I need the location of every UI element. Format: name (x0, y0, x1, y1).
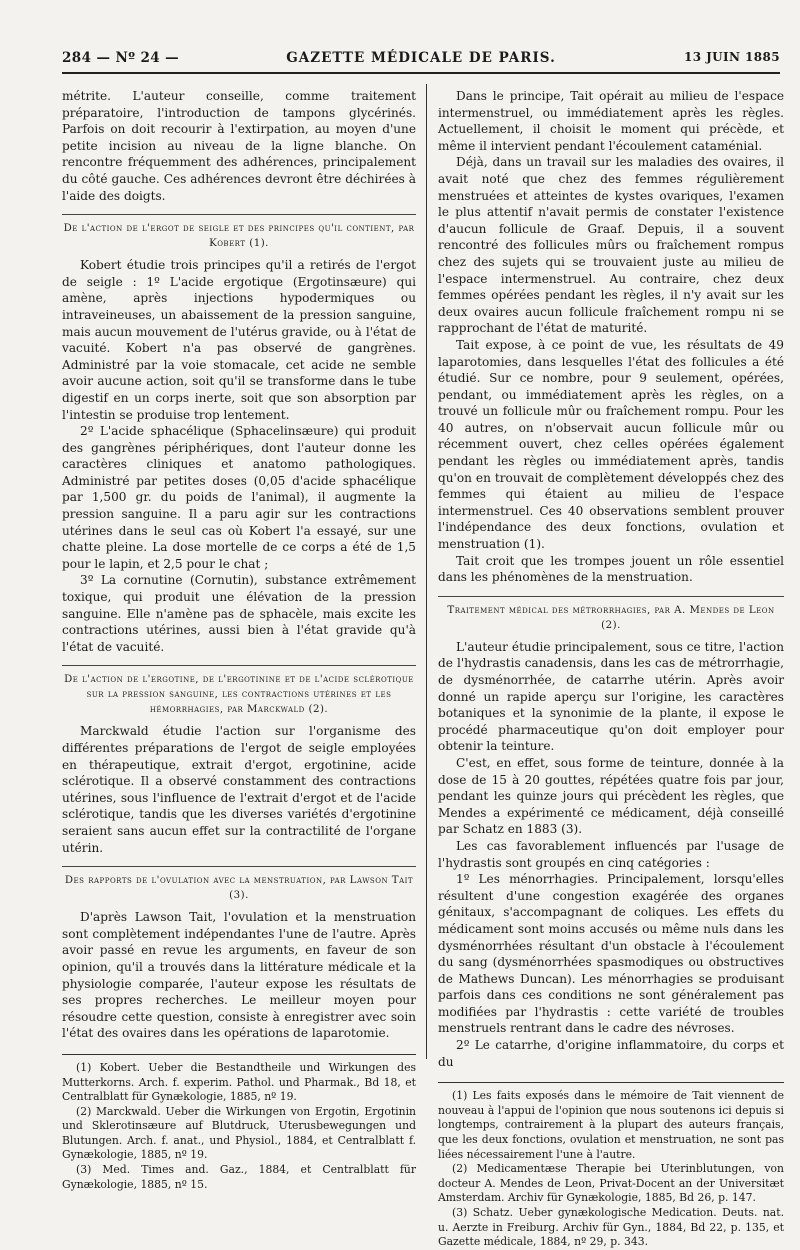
tait-continued-paragraph-3: Tait expose, à ce point de vue, les résultats de 49 laparotomies, dans lesquelles l'état des follicules a été étudié. Sur ce nombre, pour 9 seulement, opérées, pendant, ou immédiatement après les règles, on a trouvé un follicule mûr ou fraîchement rompu. Pour les 40 autres, on n'observait aucun follicule mûr ou récemment ouvert, chez celles opérées également pendant les règles ou immédiatement après, tandis qu'on en trouvait de complètement développés chez des femmes qui étaient au milieu de l'espace intermenstruel. Ces 40 observations semblent prouver l'indépendance des deux fonctions, ovulation et menstruation (1). (438, 337, 784, 552)
kobert-paragraph-1: Kobert étudie trois principes qu'il a retirés de l'ergot de seigle : 1º L'acide ergotique (Ergotinsæure) qui amène, après injections hypodermiques ou intraveineuses, un abaissement de la pression sanguine, mais aucun mouvement de l'utérus gravide, ou à l'état de vacuité. Kobert n'a pas observé de gangrènes. Administré par la voie stomacale, cet acide ne semble avoir aucune action, soit qu'il se transforme dans le tube digestif en un corps inerte, soit que son absorption par l'intestin se produise trop lentement. (62, 258, 416, 422)
footnote-rule (438, 1082, 784, 1083)
mendes-paragraph-3: Les cas favorablement influencés par l'usage de l'hydrastis sont groupés en cinq catégories : (438, 838, 784, 870)
footnote: (2) Marckwald. Ueber die Wirkungen von Ergotin, Ergotinin und Sklerotinsæure auf Blutdruck, Uterusbewegungen und Blutungen. Arch. f. anat., und Physiol., 1884, et Centralblatt f. Gynækologie, 1885, nº 19. (62, 1104, 416, 1162)
tait-continued-paragraph-2: Déjà, dans un travail sur les maladies des ovaires, il avait noté que chez des femmes régulièrement menstruées et atteintes de kystes ovariques, l'examen le plus attentif n'avait permis de constater l'existence d'aucun follicule de Graaf. Depuis, il a souvent rencontré des follicules mûrs ou fraîchement rompus chez des sujets qui se trouvaient juste au milieu de l'espace intermenstruel. Au contraire, chez deux femmes opérées pendant les règles, il n'y avait sur les deux ovaires aucun follicule fraîchement rompu ni se rapprochant de l'état de maturité. (438, 155, 784, 336)
footnote: (3) Med. Times and. Gaz., 1884, et Centralblatt für Gynækologie, 1885, nº 15. (62, 1163, 416, 1191)
column-divider (426, 84, 427, 1059)
section-heading-mendes: Traitement médical des métrorrhagies, par A. Mendes de Leon (2). (438, 596, 784, 633)
page-number: 284 — Nº 24 — (62, 50, 180, 66)
footnote-rule (62, 1054, 416, 1055)
section-heading-tait: Des rapports de l'ovulation avec la menstruation, par Lawson Tait (3). (62, 866, 416, 903)
mendes-paragraph-1: L'auteur étudie principalement, sous ce titre, l'action de l'hydrastis canadensis, dans les cas de métrorrhagie, de dysménorrhée, de catarrhe utérin. Après avoir donné un rapide aperçu sur l'origine, les caractères botaniques et la synonimie de la plante, il expose le procédé pharmaceutique qu'on doit employer pour obtenir la teinture. (438, 639, 784, 754)
footnote: (1) Les faits exposés dans le mémoire de Tait viennent de nouveau à l'appui de l'opinion que nous soutenons ici depuis si longtemps, contrairement à la plupart des auteurs français, que les deux fonctions, ovulation et menstruation, ne sont pas liées nécessairement l'une à l'autre. (438, 1089, 784, 1161)
footnote: (1) Kobert. Ueber die Bestandtheile und Wirkungen des Mutterkorns. Arch. f. experim. Pathol. und Pharmak., Bd 18, et Centralblatt für Gynækologie, 1885, nº 19. (62, 1060, 416, 1104)
right-footnotes (438, 1089, 784, 1250)
tait-paragraph: D'après Lawson Tait, l'ovulation et la menstruation sont complètement indépendantes l'une de l'autre. Après avoir passé en revue les arguments, en faveur de son opinion, qu'il a trouvés dans la littérature médicale et la physiologie comparée, l'auteur expose les résultats de ses propres recherches. Le meilleur moyen pour résoudre cette question, consiste à enregistrer avec soin l'état des ovaires dans les opérations de laparotomie. (62, 910, 416, 1041)
left-footnotes (62, 1061, 416, 1192)
mendes-paragraph-2: C'est, en effet, sous forme de teinture, donnée à la dose de 15 à 20 gouttes, répétées quatre fois par jour, pendant les quinze jours qui précèdent les règles, que Mendes a expérimenté ce médicament, déjà conseillé par Schatz en 1883 (3). (438, 755, 784, 837)
issue-date: 13 JUIN 1885 (684, 50, 780, 64)
page-header (62, 46, 780, 74)
footnote: (3) Schatz. Ueber gynækologische Medication. Deuts. nat. u. Aerzte in Freiburg. Archiv für Gyn., 1884, Bd 22, p. 135, et Gazette médicale, 1884, nº 29, p. 343. (438, 1206, 784, 1249)
journal-title: GAZETTE MÉDICALE DE PARIS. (286, 50, 556, 66)
left-column (62, 88, 416, 1192)
tait-continued-paragraph-1: Dans le principe, Tait opérait au milieu de l'espace intermenstruel, ou immédiatement après les règles. Actuellement, il choisit le moment qui précède, et même il intervient pendant l'écoulement cataménial. (438, 89, 784, 153)
kobert-paragraph-2: 2º L'acide sphacélique (Sphacelinsæure) qui produit des gangrènes périphériques, dont l'auteur donne les caractères cliniques et anatomo pathologiques. Administré par petites doses (0,05 d'acide sphacélique par 1,500 gr. du poids de l'animal), il augmente la pression sanguine. Il a paru agir sur les contractions utérines dans le seul cas où Kobert l'a essayé, sur une chatte pleine. La dose mortelle de ce corps a été de 1,5 pour le lapin, et 2,5 pour le chat ; (62, 424, 416, 571)
marckwald-paragraph: Marckwald étudie l'action sur l'organisme des différentes préparations de l'ergot de seigle employées en thérapeutique, extrait d'ergot, ergotinine, acide sclérotique. Il a observé constamment des contractions utérines, sous l'influence de l'extrait d'ergot et de l'acide sclérotique, tandis que les diverses variétés d'ergotinine seraient sans aucun effet sur la contractilité de l'organe utérin. (62, 724, 416, 855)
section-heading-kobert: De l'action de l'ergot de seigle et des principes qu'il contient, par Kobert (1). (62, 214, 416, 251)
mendes-paragraph-5: 2º Le catarrhe, d'origine inflammatoire, du corps et du (438, 1038, 784, 1069)
kobert-paragraph-3: 3º La cornutine (Cornutin), substance extrêmement toxique, qui produit une élévation de la pression sanguine. Elle n'amène pas de sphacèle, mais excite les contractions utérines, aussi bien à l'état gravide qu'à l'état de vacuité. (62, 573, 416, 654)
tait-continued-paragraph-4: Tait croit que les trompes jouent un rôle essentiel dans les phénomènes de la menstruation. (438, 553, 784, 585)
mendes-paragraph-4: 1º Les ménorrhagies. Principalement, lorsqu'elles résultent d'une congestion exagérée des organes génitaux, s'accompagnant de coliques. Les effets du médicament sont moins accusés ou même nuls dans les dysménorrhées résultant d'un obstacle à l'écoulement du sang (dysménorrhées spasmodiques ou obstructives de Mathews Duncan). Les ménorrhagies se produisant parfois dans ces conditions ne sont généralement pas modifiées par l'hydrastis : cette variété de troubles menstruels rentrant dans le cadre des névroses. (438, 872, 784, 1036)
footnote: (2) Medicamentæse Therapie bei Uterinblutungen, von docteur A. Mendes de Leon, Privat-Docent an der Universitæt Amsterdam. Archiv für Gynækologie, 1885, Bd 26, p. 147. (438, 1162, 784, 1205)
intro-paragraph: métrite. L'auteur conseille, comme traitement préparatoire, l'introduction de tampons glycérinés. Parfois on doit recourir à l'extirpation, au moyen d'une petite incision au niveau de la ligne blanche. On rencontre fréquemment des adhérences, principalement du côté gauche. Ces adhérences devront être déchirées à l'aide des doigts. (62, 89, 416, 203)
section-heading-marckwald: De l'action de l'ergotine, de l'ergotinine et de l'acide sclérotique sur la pression sanguine, les contractions utérines et les hémorrhagies, par Marckwald (2). (62, 665, 416, 717)
